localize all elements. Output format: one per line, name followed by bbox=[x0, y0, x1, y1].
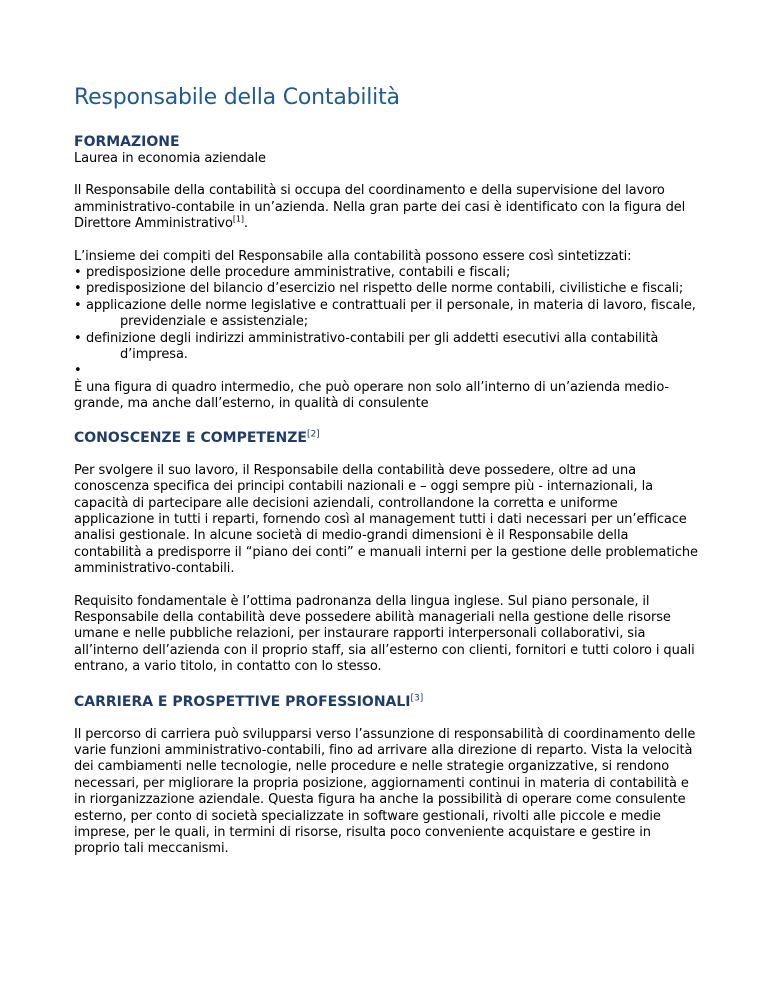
list-item-text: predisposizione del bilancio d’esercizio nel rispetto delle norme contabili, civilistiche e fiscali; bbox=[86, 281, 684, 297]
document-content bbox=[74, 84, 699, 858]
list-item-text: predisposizione delle procedure amministrative, contabili e fiscali; bbox=[86, 265, 511, 281]
list-item-text: definizione degli indirizzi amministrativo-contabili per gli addetti esecutivi alla contabilità d’impresa. bbox=[86, 330, 659, 363]
footnote-ref-3[interactable]: [3] bbox=[410, 692, 424, 703]
list-item bbox=[74, 265, 699, 281]
footnote-ref-1[interactable]: [1] bbox=[232, 214, 244, 224]
list-item bbox=[74, 298, 699, 331]
list-item-text: applicazione delle norme legislative e contrattuali per il personale, in materia di lavoro, fiscale, previdenziale e assistenziale; bbox=[86, 297, 696, 330]
page-title: Responsabile della Contabilità bbox=[74, 85, 400, 110]
paragraph-conoscenze-1: Per svolgere il suo lavoro, il Responsabile della contabilità deve possedere, oltre ad una conoscenza specifica dei principi contabili nazionali e – oggi sempre più - internazionali, la capacità di partecipare alle decisioni aziendali, controllandone la corretta e uniforme applicazione in tutti i reparti, fornendo così al management tutti i dati necessari per un’efficace analisi gestionale. In alcune società di medio-grandi dimensioni è il Responsabile della contabilità a predisporre il “piano dei conti” e manuali interni per la gestione delle problematiche amministrativo-contabili. bbox=[74, 462, 698, 577]
bullet-glyph: • bbox=[74, 281, 82, 297]
degree-text: Laurea in economia aziendale bbox=[74, 151, 266, 166]
bullet-glyph: • bbox=[74, 265, 82, 281]
footnote-ref-2[interactable]: [2] bbox=[306, 429, 320, 440]
paragraph-carriera-1: Il percorso di carriera può svilupparsi verso l’assunzione di responsabilità di coordinamento delle varie funzioni amministrativo-contabili, fino ad arrivare alla direzione di reparto. Vista la velocità dei cambiamenti nelle tecnologie, nelle procedure e nelle strategie organizzative, si rendono necessari, per migliorare la propria posizione, aggiornamenti continui in materia di contabilità e in riorganizzazione aziendale. Questa figura ha anche la possibilità di operare come consulente esterno, per conto di società specializzate in software gestionali, rivolti alle piccole e medie imprese, per le quali, in termini di risorse, risulta poco conveniente acquistare e gestire in proprio tali meccanismi. bbox=[74, 726, 696, 857]
closing-paragraph: È una figura di quadro intermedio, che può operare non solo all’interno di un’azienda medio-grande, ma anche dall’esterno, in qualità di consulente bbox=[74, 379, 670, 412]
tasks-intro: L’insieme dei compiti del Responsabile alla contabilità possono essere così sintetizzati: bbox=[74, 248, 632, 264]
bullet-glyph: • bbox=[74, 297, 82, 313]
intro-paragraph bbox=[74, 183, 699, 232]
empty-bullet: • bbox=[74, 363, 82, 379]
list-item bbox=[74, 281, 699, 297]
section-heading-carriera bbox=[74, 693, 699, 711]
intro-text: Il Responsabile della contabilità si occupa del coordinamento e della supervisione del lavoro amministrativo-contabile in un’azienda. Nella gran parte dei casi è identificato con la figura del Direttore Amministrativo bbox=[74, 183, 686, 232]
paragraph-conoscenze-2: Requisito fondamentale è l’ottima padronanza della lingua inglese. Sul piano personale, il Responsabile della contabilità deve possedere abilità manageriali nella gestione delle risorse umane e nelle pubbliche relazioni, per instaurare rapporti interpersonali collaborativi, sia all’interno dell’azienda con il proprio staff, sia all’esterno con clienti, fornitori e tutti coloro i quali entrano, a vario titolo, in contatto con lo stesso. bbox=[74, 593, 695, 675]
heading-text: CONOSCENZE E COMPETENZE bbox=[74, 429, 307, 446]
section-heading-conoscenze bbox=[74, 429, 699, 447]
section-heading-formazione: FORMAZIONE bbox=[74, 134, 180, 150]
intro-end: . bbox=[243, 216, 248, 232]
tasks-list bbox=[74, 265, 699, 363]
bullet-glyph: • bbox=[74, 330, 82, 346]
heading-text: CARRIERA E PROSPETTIVE PROFESSIONALI bbox=[74, 693, 411, 710]
list-item bbox=[74, 331, 699, 364]
